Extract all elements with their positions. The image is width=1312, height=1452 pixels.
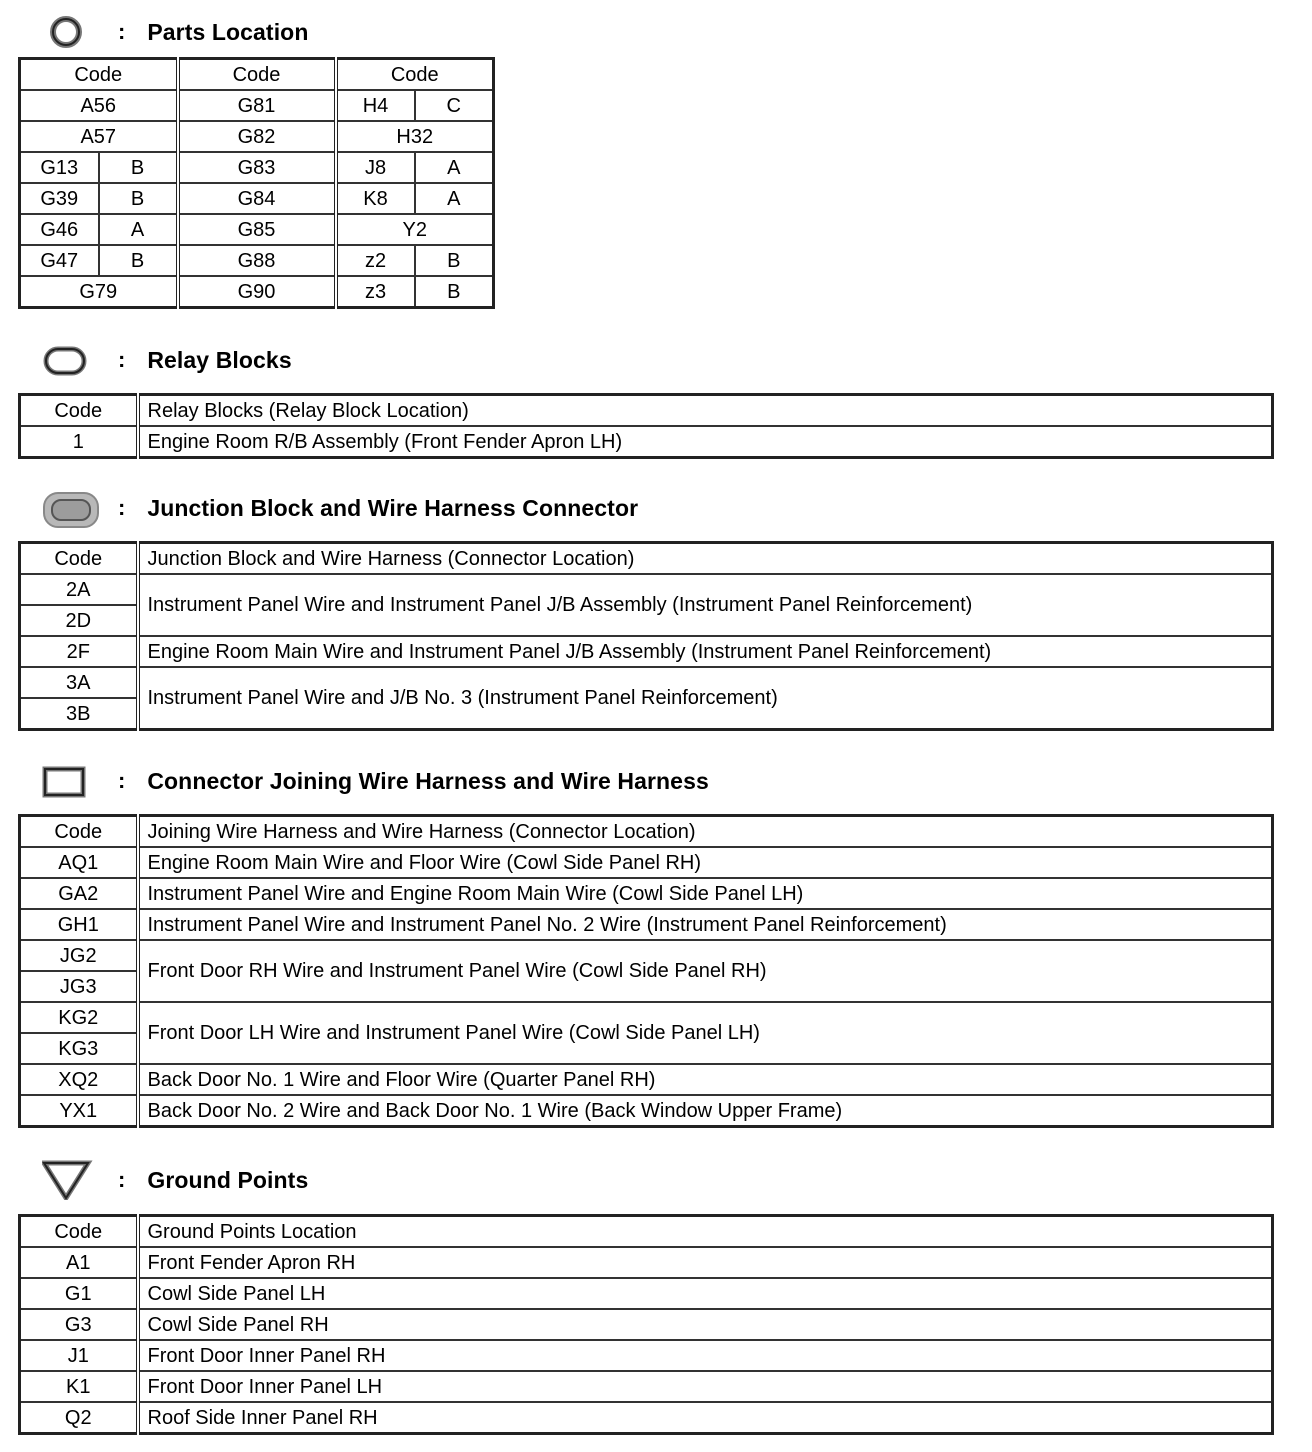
part-location-letter: B — [99, 183, 178, 214]
row-code: KG2 — [20, 1002, 138, 1033]
table-row — [20, 1064, 1273, 1095]
table-row — [20, 152, 494, 183]
table-row — [20, 1278, 1273, 1309]
row-description: Roof Side Inner Panel RH — [138, 1402, 1273, 1434]
row-description: Engine Room Main Wire and Instrument Panel J/B Assembly (Instrument Panel Reinforcement) — [138, 636, 1273, 667]
table-row — [20, 909, 1273, 940]
row-description: Front Fender Apron RH — [138, 1247, 1273, 1278]
row-code: 3A — [20, 667, 138, 698]
heading-colon: : — [118, 19, 126, 44]
circle-icon — [42, 12, 100, 52]
row-code: 2D — [20, 605, 138, 636]
part-code: A57 — [20, 121, 178, 152]
relay-blocks-heading — [42, 340, 292, 380]
rectangle-icon — [42, 761, 100, 801]
parts-location-heading — [42, 12, 308, 52]
table-row — [20, 636, 1273, 667]
row-description: Instrument Panel Wire and J/B No. 3 (Instrument Panel Reinforcement) — [138, 667, 1273, 730]
connector-joining-table — [18, 814, 1274, 1128]
description-header: Ground Points Location — [138, 1216, 1273, 1248]
section-title: Parts Location — [147, 18, 309, 45]
row-code: 1 — [20, 426, 138, 458]
heading-colon: : — [118, 1167, 126, 1192]
row-code: K1 — [20, 1371, 138, 1402]
table-row — [20, 276, 494, 308]
row-code: G1 — [20, 1278, 138, 1309]
table-row — [20, 667, 1273, 698]
row-code: JG3 — [20, 971, 138, 1002]
part-code: H4 — [336, 90, 415, 121]
part-code: G83 — [178, 152, 336, 183]
row-description: Engine Room R/B Assembly (Front Fender Apron LH) — [138, 426, 1273, 458]
column-header: Code — [336, 59, 494, 91]
part-location-letter: C — [415, 90, 494, 121]
table-row — [20, 847, 1273, 878]
row-description: Back Door No. 1 Wire and Floor Wire (Quarter Panel RH) — [138, 1064, 1273, 1095]
table-row — [20, 183, 494, 214]
heading-colon: : — [118, 347, 126, 372]
junction-block-table — [18, 541, 1274, 731]
part-code: H32 — [336, 121, 494, 152]
part-location-letter: B — [99, 245, 178, 276]
table-row — [20, 245, 494, 276]
row-code: A1 — [20, 1247, 138, 1278]
table-header-row — [20, 816, 1273, 848]
row-description: Cowl Side Panel LH — [138, 1278, 1273, 1309]
part-location-letter: A — [415, 183, 494, 214]
row-description: Instrument Panel Wire and Instrument Panel J/B Assembly (Instrument Panel Reinforcement) — [138, 574, 1273, 636]
table-header-row — [20, 543, 1273, 575]
row-description: Back Door No. 2 Wire and Back Door No. 1 Wire (Back Window Upper Frame) — [138, 1095, 1273, 1127]
description-header: Junction Block and Wire Harness (Connector Location) — [138, 543, 1273, 575]
part-location-letter: B — [99, 152, 178, 183]
table-row — [20, 1309, 1273, 1340]
table-row — [20, 1002, 1273, 1033]
code-header: Code — [20, 816, 138, 848]
row-description: Front Door Inner Panel RH — [138, 1340, 1273, 1371]
shaded-rounded-rect-icon — [42, 488, 100, 528]
section-title: Junction Block and Wire Harness Connector — [147, 494, 639, 521]
table-header-row — [20, 395, 1273, 427]
column-header: Code — [20, 59, 178, 91]
row-code: YX1 — [20, 1095, 138, 1127]
part-code: K8 — [336, 183, 415, 214]
table-row — [20, 1371, 1273, 1402]
part-location-letter: B — [415, 245, 494, 276]
rounded-rect-icon — [42, 340, 100, 380]
section-title: Relay Blocks — [147, 346, 292, 373]
table-row — [20, 1340, 1273, 1371]
table-row — [20, 426, 1273, 458]
row-description: Front Door RH Wire and Instrument Panel Wire (Cowl Side Panel RH) — [138, 940, 1273, 1002]
part-code: G79 — [20, 276, 178, 308]
section-title: Connector Joining Wire Harness and Wire Harness — [147, 767, 709, 794]
table-row — [20, 121, 494, 152]
part-code: G47 — [20, 245, 99, 276]
table-row — [20, 940, 1273, 971]
part-code: G13 — [20, 152, 99, 183]
table-row — [20, 1095, 1273, 1127]
row-description: Engine Room Main Wire and Floor Wire (Cowl Side Panel RH) — [138, 847, 1273, 878]
part-code: G81 — [178, 90, 336, 121]
table-header-row — [20, 59, 494, 91]
part-location-letter: A — [415, 152, 494, 183]
part-location-letter: A — [99, 214, 178, 245]
row-code: GH1 — [20, 909, 138, 940]
part-code: G39 — [20, 183, 99, 214]
part-code: J8 — [336, 152, 415, 183]
description-header: Joining Wire Harness and Wire Harness (Connector Location) — [138, 816, 1273, 848]
row-code: 3B — [20, 698, 138, 730]
table-row — [20, 90, 494, 121]
row-description: Front Door LH Wire and Instrument Panel Wire (Cowl Side Panel LH) — [138, 1002, 1273, 1064]
description-header: Relay Blocks (Relay Block Location) — [138, 395, 1273, 427]
table-row — [20, 1402, 1273, 1434]
ground-points-table — [18, 1214, 1274, 1435]
part-code: z3 — [336, 276, 415, 308]
part-code: z2 — [336, 245, 415, 276]
junction-block-heading — [42, 488, 638, 528]
code-header: Code — [20, 543, 138, 575]
row-description: Cowl Side Panel RH — [138, 1309, 1273, 1340]
row-code: XQ2 — [20, 1064, 138, 1095]
heading-colon: : — [118, 768, 126, 793]
relay-blocks-table — [18, 393, 1274, 459]
code-header: Code — [20, 395, 138, 427]
part-code: Y2 — [336, 214, 494, 245]
part-code: G85 — [178, 214, 336, 245]
part-code: G82 — [178, 121, 336, 152]
row-code: 2F — [20, 636, 138, 667]
row-code: GA2 — [20, 878, 138, 909]
section-title: Ground Points — [147, 1166, 309, 1193]
row-code: J1 — [20, 1340, 138, 1371]
row-description: Instrument Panel Wire and Instrument Panel No. 2 Wire (Instrument Panel Reinforcement) — [138, 909, 1273, 940]
code-header: Code — [20, 1216, 138, 1248]
row-code: JG2 — [20, 940, 138, 971]
ground-points-heading — [42, 1160, 308, 1200]
part-code: G84 — [178, 183, 336, 214]
triangle-down-icon — [42, 1160, 100, 1200]
row-description: Front Door Inner Panel LH — [138, 1371, 1273, 1402]
row-code: AQ1 — [20, 847, 138, 878]
part-code: G88 — [178, 245, 336, 276]
part-code: G46 — [20, 214, 99, 245]
row-code: Q2 — [20, 1402, 138, 1434]
column-header: Code — [178, 59, 336, 91]
table-row — [20, 1247, 1273, 1278]
connector-joining-heading — [42, 761, 709, 801]
row-description: Instrument Panel Wire and Engine Room Main Wire (Cowl Side Panel LH) — [138, 878, 1273, 909]
row-code: KG3 — [20, 1033, 138, 1064]
part-location-letter: B — [415, 276, 494, 308]
part-code: G90 — [178, 276, 336, 308]
heading-colon: : — [118, 495, 126, 520]
table-header-row — [20, 1216, 1273, 1248]
row-code: G3 — [20, 1309, 138, 1340]
parts-location-table — [18, 57, 495, 309]
part-code: A56 — [20, 90, 178, 121]
table-row — [20, 214, 494, 245]
row-code: 2A — [20, 574, 138, 605]
table-row — [20, 574, 1273, 605]
table-row — [20, 878, 1273, 909]
